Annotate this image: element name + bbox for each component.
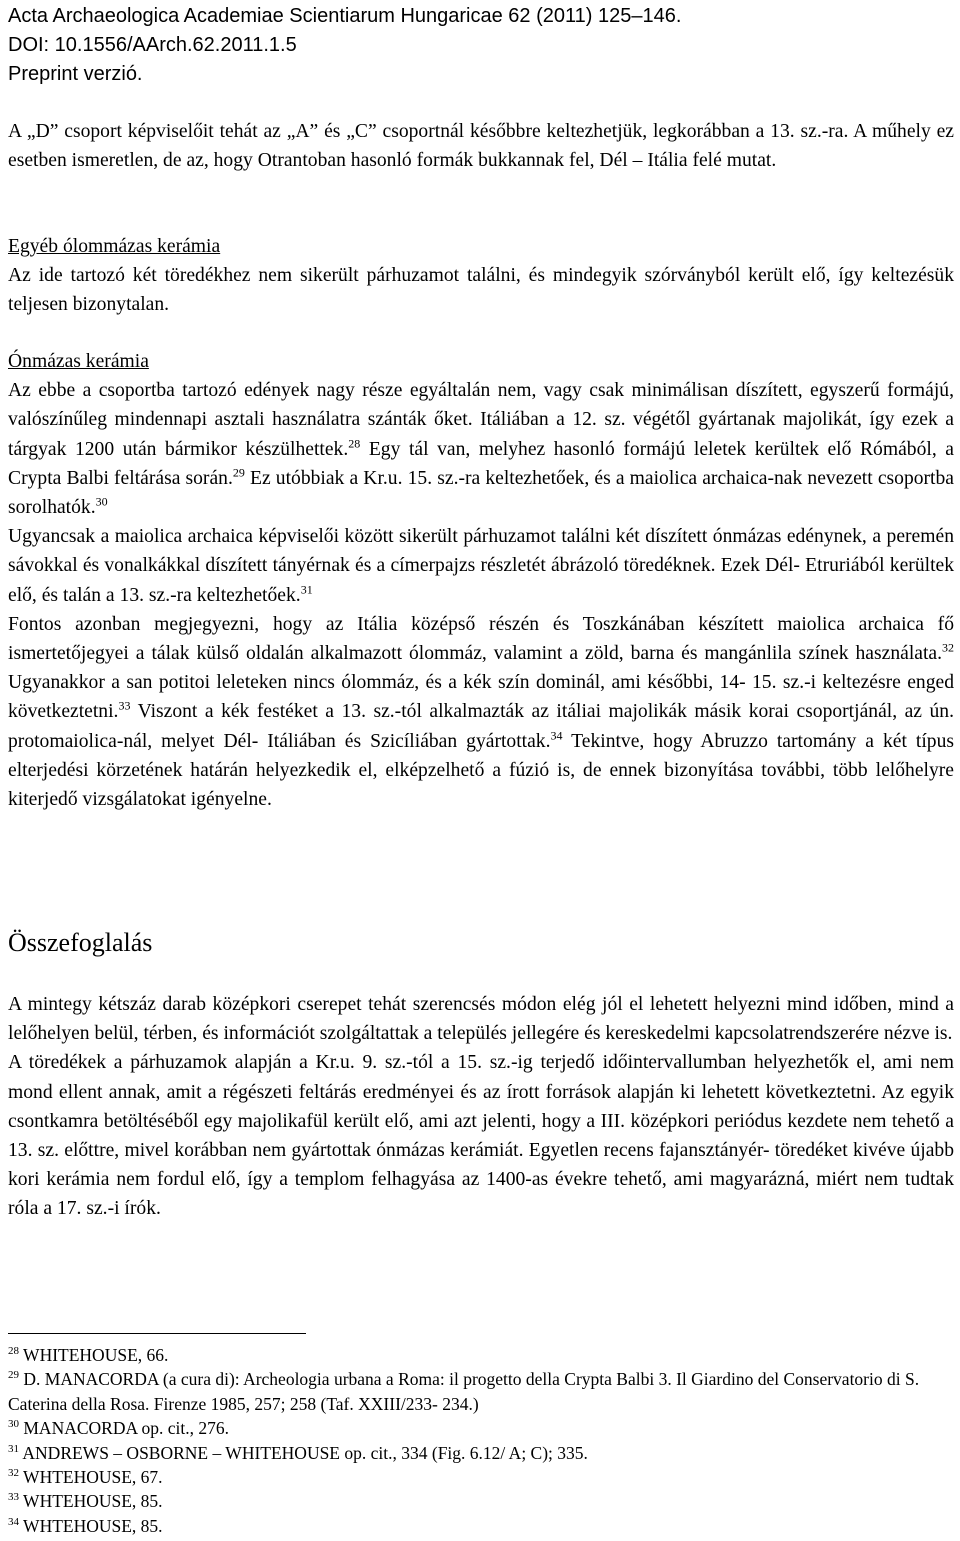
footnote-number: 32 bbox=[8, 1467, 19, 1480]
footnote-number: 34 bbox=[8, 1516, 19, 1529]
preprint-label: Preprint verzió. bbox=[8, 63, 143, 85]
section-heading-tin-glazed: Ónmázas kerámia bbox=[8, 351, 149, 372]
footnote-ref[interactable]: 28 bbox=[348, 436, 361, 451]
doi-line: DOI: 10.1556/AArch.62.2011.1.5 bbox=[8, 34, 297, 56]
section-paragraph: Fontos azonban megjegyezni, hogy az Itália középső részén és Toszkánában készített maiolica archaica fő ismertetőjegyei a tálak külső oldalán alkalmazott ólommáz, valamint a zöld, barna és mangánlila színek használata.$^{32}$ Ugyanakkor a san potitoi leleteken nincs ólommáz, és a kék szín dominál, ami későbbi, 14- 15. sz.-i keltezésre enged következtetni.$^{33}$ Viszont a kék festéket a 13. sz.-tól alkalmazták az itáliai majolikák másik korai csoportjánál, az ún. protomaiolica-nál, melyet Dél- Itáliában és Szicíliában gyártottak.$^{34}$ Tekintve, hogy Abruzzo tartomány a két típus elterjedési körzetének határán helyezkedik el, elképzelhető a fúzió is, de ennek bizonyítása további, több lelőhelyre kiterjedő vizsgálatokat igényelne. bbox=[8, 613, 955, 811]
section-heading-lead-glazed: Egyéb ólommázas kerámia bbox=[8, 236, 221, 257]
footnote: $^{32}$ WHTEHOUSE, 67. bbox=[8, 1467, 163, 1488]
footnote: $^{30}$ MANACORDA op. cit., 276. bbox=[8, 1418, 230, 1439]
footnote-number: 29 bbox=[8, 1369, 19, 1382]
section-paragraph: Az ebbe a csoportba tartozó edények nagy része egyáltalán nem, vagy csak minimálisan díszített, egyszerű formájú, valószínűleg mindennapi asztali használatra szánták őket. Itáliában a 12. sz. végétől gyártanak majolikát, így ezek a tárgyak 1200 után bármikor készülhettek.$^{28}$ Egy tál van, melyhez hasonló formájú leletek kerültek elő Rómából, a Crypta Balbi feltárása során.$^{29}$ Ez utóbbiak a Kr.u. 15. sz.-ra keltezhetőek, és a maiolica archaica-nak nevezett csoportba sorolhatók.$^{30}$ bbox=[8, 380, 954, 519]
footnote-ref[interactable]: 29 bbox=[232, 465, 245, 480]
footnote-number: 30 bbox=[8, 1418, 19, 1431]
footnote-number: 28 bbox=[8, 1345, 19, 1358]
summary-heading: Összefoglalás bbox=[8, 928, 153, 957]
section-paragraph: Ugyancsak a maiolica archaica képviselői között sikerült párhuzamot találni két díszített ónmázas edénynek, a peremén sávokkal és vonalkákkal díszített tányérnak és a címerpajzs részletét ábrázoló töredéknek. Ezek Dél- Etruriából kerültek elő, és talán a 13. sz.-ra keltezhetőek.$^{31}$ bbox=[8, 526, 954, 606]
intro-paragraph-block bbox=[8, 117, 954, 175]
footnote-ref[interactable]: 33 bbox=[118, 698, 131, 713]
footnotes bbox=[8, 1343, 954, 1538]
section-lead-glazed bbox=[8, 232, 954, 320]
footnote-separator bbox=[8, 1333, 306, 1334]
footnote: $^{28}$ WHITEHOUSE, 66. bbox=[8, 1345, 169, 1365]
footnote: $^{31}$ ANDREWS – OSBORNE – WHITEHOUSE op. cit., 334 (Fig. 6.12/ A; C); 335. bbox=[8, 1442, 588, 1463]
summary-paragraph: A töredékek a párhuzamok alapján a Kr.u. 9. sz.-tól a 15. sz.-ig terjedő időintervallumban helyezhetők el, ami nem mond ellent annak, amit a régészeti feltárás eredményei és az írott források alapján ki lehetett következtetni. Az egyik csontkamra betöltéséből egy majolikafül került elő, ami azt jelenti, hogy a III. középkori periódus kezdete nem tehető a 13. sz. előttre, mivel korábban nem gyártottak ónmázas kerámiát. Egyetlen recens fajansztányér- töredéket kivéve újabb kori kerámia nem fordul elő, így a templom felhagyása az 1400-as évekre tehető, ami magyarázná, miért nem tudtak róla a 17. sz.-i írók. bbox=[8, 1052, 954, 1220]
footnote-ref[interactable]: 30 bbox=[95, 494, 108, 509]
journal-header bbox=[8, 2, 681, 89]
footnote-ref[interactable]: 32 bbox=[942, 640, 954, 655]
footnote: $^{33}$ WHTEHOUSE, 85. bbox=[8, 1491, 163, 1512]
footnote: $^{34}$ WHTEHOUSE, 85. bbox=[8, 1515, 163, 1536]
summary-paragraph: A mintegy kétszáz darab középkori cserepet tehát szerencsés módon elég jól el lehetett helyezni mind időben, mind a lelőhelyen belül, térben, és információt szolgáltattak a település jellegére és kereskedelmi kapcsolatrendszerére nézve is. bbox=[8, 994, 954, 1045]
summary-section bbox=[8, 990, 954, 1224]
section-paragraph: Az ide tartozó két töredékhez nem sikerült párhuzamot találni, és mindegyik szórványból került elő, így keltezésük teljesen bizonytalan. bbox=[8, 265, 954, 316]
footnote-ref[interactable]: 34 bbox=[550, 728, 563, 743]
footnote: $^{29}$ D. MANACORDA (a cura di): Archeologia urbana a Roma: il progetto della Crypta Balbi 3. Il Giardino del Conservatorio di S. Caterina della Rosa. Firenze 1985, 257; 258 (Taf. XXIII/233- 234.) bbox=[8, 1369, 920, 1414]
intro-paragraph: A „D” csoport képviselőit tehát az „A” és „C” csoportnál későbbre keltezhetjük, legkorábban a 13. sz.-ra. A műhely ez esetben ismeretlen, de az, hogy Otrantoban hasonló formák bukkannak fel, Dél – Itália felé mutat. bbox=[8, 121, 954, 172]
footnote-number: 33 bbox=[8, 1491, 19, 1504]
footnote-number: 31 bbox=[8, 1442, 19, 1455]
footnote-ref[interactable]: 31 bbox=[300, 582, 313, 597]
section-tin-glazed bbox=[8, 347, 954, 814]
journal-citation: Acta Archaeologica Academiae Scientiarum Hungaricae 62 (2011) 125–146. bbox=[8, 5, 682, 27]
